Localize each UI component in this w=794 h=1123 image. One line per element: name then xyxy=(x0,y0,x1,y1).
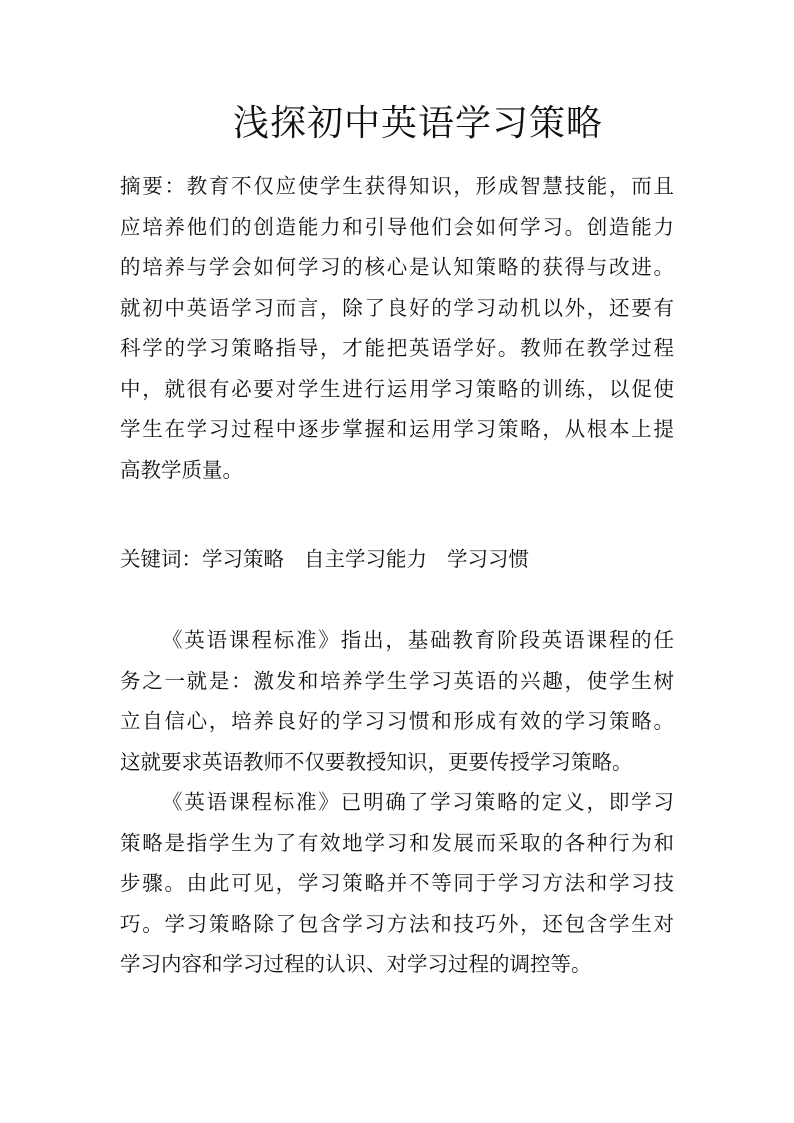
abstract-line: 应培养他们的创造能力和引导他们会如何学习。创造能力 xyxy=(120,214,674,239)
keyword-item: 自主学习能力 xyxy=(304,547,427,571)
abstract-line: 学生在学习过程中逐步掌握和运用学习策略，从根本上提 xyxy=(120,417,674,441)
paragraph-line: 立自信心，培养良好的学习习惯和形成有效的学习策略。 xyxy=(120,709,674,733)
body-paragraph-1 xyxy=(120,620,674,782)
abstract-line: 就初中英语学习而言，除了良好的学习动机以外，还要有 xyxy=(120,295,674,320)
keyword-item: 学习习惯 xyxy=(447,547,529,571)
abstract-line: 中，就很有必要对学生进行运用学习策略的训练，以促使 xyxy=(120,376,674,401)
abstract-line: 高教学质量。 xyxy=(120,457,243,482)
paragraph-line: 学习内容和学习过程的认识、对学习过程的调控等。 xyxy=(120,952,592,976)
paragraph-line: 步骤。由此可见，学习策略并不等同于学习方法和学习技 xyxy=(120,871,674,895)
keywords-row xyxy=(120,539,674,580)
paragraph-line: 巧。学习策略除了包含学习方法和技巧外，还包含学生对 xyxy=(120,911,674,936)
paragraph-line: 《英语课程标准》已明确了学习策略的定义，即学习 xyxy=(162,790,674,814)
paragraph-line: 策略是指学生为了有效地学习和发展而采取的各种行为和 xyxy=(120,830,674,855)
paragraph-line: 务之一就是：激发和培养学生学习英语的兴趣，使学生树 xyxy=(120,668,674,693)
paragraph-line: 《英语课程标准》指出，基础教育阶段英语课程的任 xyxy=(162,628,674,652)
keyword-item: 学习策略 xyxy=(202,547,284,571)
abstract-line: 科学的学习策略指导，才能把英语学好。教师在教学过程 xyxy=(120,336,674,360)
abstract-paragraph xyxy=(120,166,674,490)
abstract-line: 摘要：教育不仅应使学生获得知识，形成智慧技能，而且 xyxy=(120,174,674,198)
keywords-label: 关键词： xyxy=(120,547,202,571)
keywords-line xyxy=(120,539,674,580)
body-paragraph-2 xyxy=(120,782,674,985)
paragraph-line: 这就要求英语教师不仅要教授知识，更要传授学习策略。 xyxy=(120,749,633,774)
abstract-line: 的培养与学会如何学习的核心是认知策略的获得与改进。 xyxy=(120,255,674,279)
document-title: 浅探初中英语学习策略 xyxy=(232,103,603,144)
